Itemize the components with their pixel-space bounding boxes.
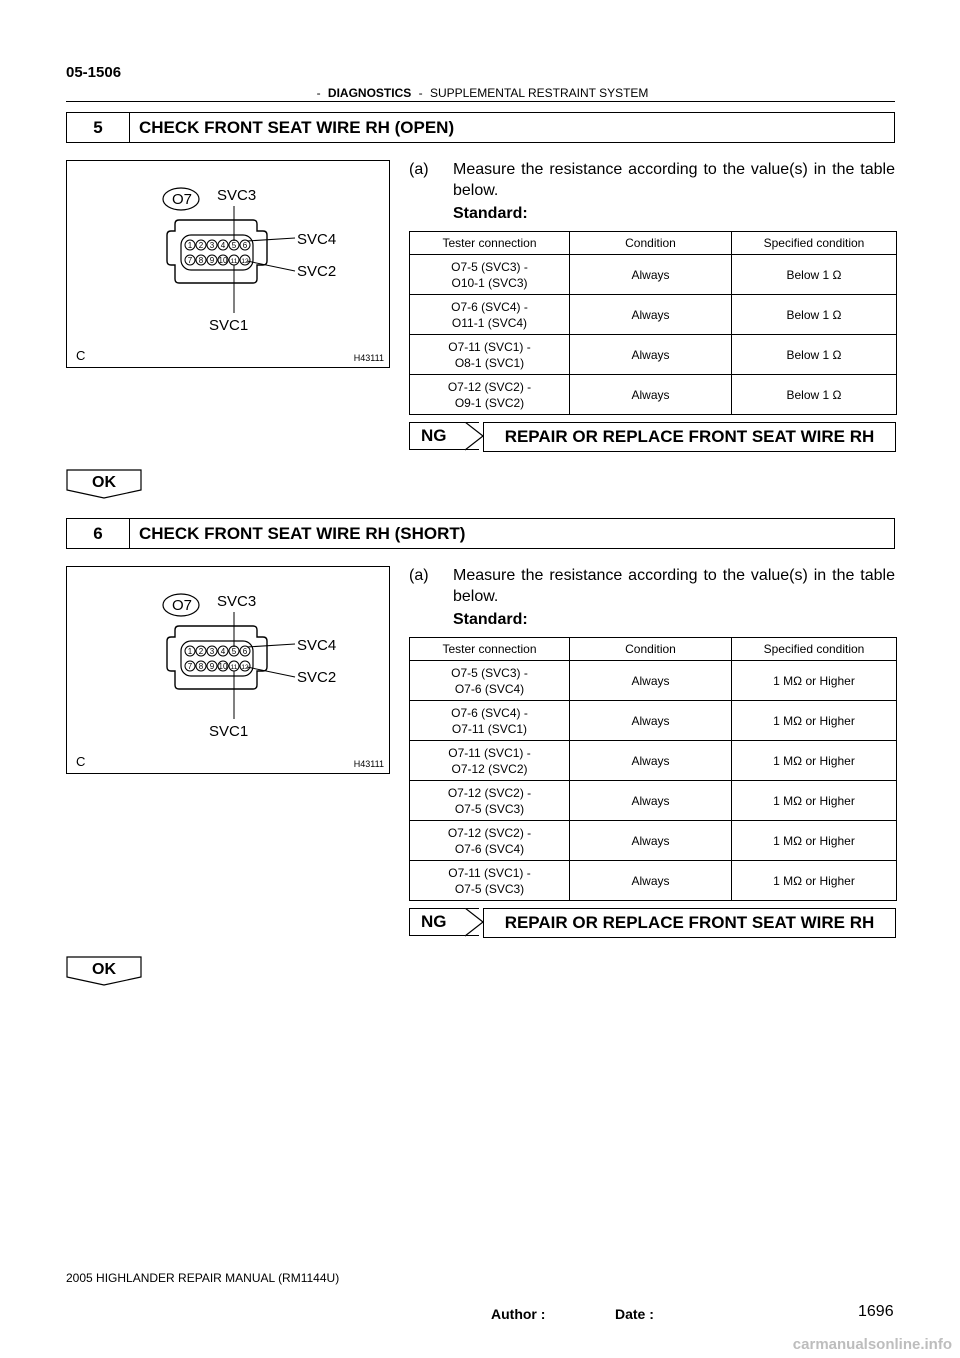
standard-label: Standard: (453, 611, 528, 628)
standard-label: Standard: (453, 205, 528, 222)
pin-label: 2 (198, 241, 204, 250)
tester-connection-1: O7-12 (SVC2) - (447, 785, 532, 800)
figure-corner-letter: C (76, 348, 86, 363)
condition-cell: Always (570, 781, 732, 821)
instruction-text: Measure the resistance according to the value(s) in the table below. (453, 161, 895, 199)
pin-label: 5 (231, 241, 237, 250)
ok-label: OK (92, 474, 116, 491)
ok-label: OK (92, 961, 116, 978)
header-rule (66, 101, 895, 102)
spec-cell: 1 MΩ or Higher (732, 781, 897, 821)
ng-action: REPAIR OR REPLACE FRONT SEAT WIRE RH (483, 422, 896, 452)
ng-arrow-icon (465, 908, 485, 938)
instruction-text: Measure the resistance according to the value(s) in the table below. (453, 567, 895, 605)
step-6-spec-table (409, 637, 897, 901)
ng-arrow-icon (465, 422, 485, 452)
svc2-label: SVC2 (297, 669, 337, 686)
pin-label: 4 (220, 241, 226, 250)
tester-connection-1: O7-6 (SVC4) - (451, 299, 528, 314)
table-row (410, 255, 897, 295)
pin-label: 12 (241, 664, 249, 671)
connector-figure-2 (66, 566, 390, 774)
svc3-label: SVC3 (217, 593, 257, 610)
table-row (410, 295, 897, 335)
table-row (410, 335, 897, 375)
table-header: Condition (570, 638, 732, 661)
tester-connection-1: O7-11 (SVC1) - (448, 339, 531, 354)
figure-code: H43111 (353, 759, 384, 769)
instruction-mark: (a) (409, 161, 429, 178)
pin-label: 11 (230, 664, 238, 671)
step-6-ng-result (409, 908, 896, 938)
pin-label: 7 (187, 662, 193, 671)
table-row (410, 821, 897, 861)
condition-cell: Always (570, 701, 732, 741)
step-title: CHECK FRONT SEAT WIRE RH (SHORT) (139, 523, 466, 543)
table-row (410, 781, 897, 821)
table-header: Specified condition (732, 232, 897, 255)
step-number: 6 (67, 519, 130, 548)
tester-connection-2: O10-1 (SVC3) (451, 275, 528, 290)
ng-action: REPAIR OR REPLACE FRONT SEAT WIRE RH (483, 908, 896, 938)
svc4-label: SVC4 (297, 231, 337, 248)
date-label: Date : (615, 1306, 654, 1322)
condition-cell: Always (570, 295, 732, 335)
pin-label: 1 (187, 647, 193, 656)
table-row (410, 701, 897, 741)
step-title: CHECK FRONT SEAT WIRE RH (OPEN) (139, 117, 455, 137)
header-section: DIAGNOSTICS (327, 86, 412, 100)
tester-connection-1: O7-5 (SVC3) - (451, 259, 528, 274)
ng-label: NG (409, 908, 479, 936)
pin-label: 10 (218, 662, 228, 671)
spec-cell: 1 MΩ or Higher (732, 661, 897, 701)
manual-footer: 2005 HIGHLANDER REPAIR MANUAL (RM1144U) (66, 1271, 340, 1285)
spec-cell: 1 MΩ or Higher (732, 861, 897, 901)
tester-connection-2: O9-1 (SVC2) (454, 395, 525, 410)
tester-connection-1: O7-12 (SVC2) - (447, 825, 532, 840)
condition-cell: Always (570, 255, 732, 295)
author-label: Author : (491, 1306, 546, 1322)
connector-id-label: O7 (172, 191, 193, 208)
pin-label: 3 (209, 241, 215, 250)
step-6-bar (66, 518, 895, 549)
svc1-label: SVC1 (209, 317, 249, 334)
spec-cell: 1 MΩ or Higher (732, 821, 897, 861)
table-header-row (410, 232, 897, 255)
step-5-ng-result (409, 422, 896, 452)
table-row (410, 861, 897, 901)
watermark: carmanualsonline.info (792, 1336, 952, 1353)
svc3-label: SVC3 (217, 187, 257, 204)
spec-cell: Below 1 Ω (732, 375, 897, 415)
table-header-row (410, 638, 897, 661)
ng-label: NG (409, 422, 479, 450)
tester-connection-2: O7-5 (SVC3) (454, 801, 525, 816)
connector-id-label: O7 (172, 597, 193, 614)
spec-cell: 1 MΩ or Higher (732, 701, 897, 741)
pin-label: 7 (187, 256, 193, 265)
tester-connection-2: O7-6 (SVC4) (454, 841, 525, 856)
table-header: Tester connection (410, 638, 570, 661)
step-6-instruction (409, 565, 895, 630)
table-header: Specified condition (732, 638, 897, 661)
spec-cell: Below 1 Ω (732, 255, 897, 295)
page-index: 1696 (858, 1303, 894, 1320)
instruction-mark: (a) (409, 567, 429, 584)
step-5-spec-table (409, 231, 897, 415)
pin-label: 12 (241, 258, 249, 265)
pin-label: 8 (198, 256, 204, 265)
pin-label: 9 (209, 256, 215, 265)
running-header (66, 86, 895, 100)
tester-connection-1: O7-11 (SVC1) - (448, 865, 531, 880)
step-5-bar (66, 112, 895, 143)
tester-connection-2: O8-1 (SVC1) (454, 355, 525, 370)
svc4-label: SVC4 (297, 637, 337, 654)
pin-label: 10 (218, 256, 228, 265)
connector-figure-1 (66, 160, 390, 368)
table-row (410, 661, 897, 701)
step-5-ok-tag (66, 469, 142, 499)
svc1-label: SVC1 (209, 723, 249, 740)
tester-connection-2: O7-12 (SVC2) (451, 761, 528, 776)
pin-label: 5 (231, 647, 237, 656)
pin-label: 6 (242, 647, 248, 656)
header-subsection: SUPPLEMENTAL RESTRAINT SYSTEM (429, 86, 649, 100)
tester-connection-1: O7-11 (SVC1) - (448, 745, 531, 760)
pin-label: 1 (187, 241, 193, 250)
pin-label: 9 (209, 662, 215, 671)
page-number: 05-1506 (66, 64, 122, 81)
tester-connection-1: O7-5 (SVC3) - (451, 665, 528, 680)
pin-label: 11 (230, 258, 238, 265)
tester-connection-2: O7-5 (SVC3) (454, 881, 525, 896)
pin-label: 8 (198, 662, 204, 671)
table-header: Tester connection (410, 232, 570, 255)
tester-connection-1: O7-12 (SVC2) - (447, 379, 532, 394)
condition-cell: Always (570, 375, 732, 415)
condition-cell: Always (570, 821, 732, 861)
step-5-instruction (409, 159, 895, 224)
pin-label: 2 (198, 647, 204, 656)
svc2-label: SVC2 (297, 263, 337, 280)
tester-connection-1: O7-6 (SVC4) - (451, 705, 528, 720)
table-row (410, 375, 897, 415)
header-separator-2: - (418, 86, 423, 100)
condition-cell: Always (570, 741, 732, 781)
header-separator: - (316, 86, 321, 100)
condition-cell: Always (570, 661, 732, 701)
tester-connection-2: O7-11 (SVC1) (451, 721, 528, 736)
table-header: Condition (570, 232, 732, 255)
step-number: 5 (67, 113, 130, 142)
pin-label: 6 (242, 241, 248, 250)
pin-label: 4 (220, 647, 226, 656)
step-6-ok-tag (66, 956, 142, 986)
condition-cell: Always (570, 335, 732, 375)
spec-cell: Below 1 Ω (732, 335, 897, 375)
tester-connection-2: O11-1 (SVC4) (451, 315, 528, 330)
spec-cell: Below 1 Ω (732, 295, 897, 335)
figure-code: H43111 (353, 353, 384, 363)
figure-corner-letter: C (76, 754, 86, 769)
table-row (410, 741, 897, 781)
spec-cell: 1 MΩ or Higher (732, 741, 897, 781)
pin-label: 3 (209, 647, 215, 656)
condition-cell: Always (570, 861, 732, 901)
tester-connection-2: O7-6 (SVC4) (454, 681, 525, 696)
